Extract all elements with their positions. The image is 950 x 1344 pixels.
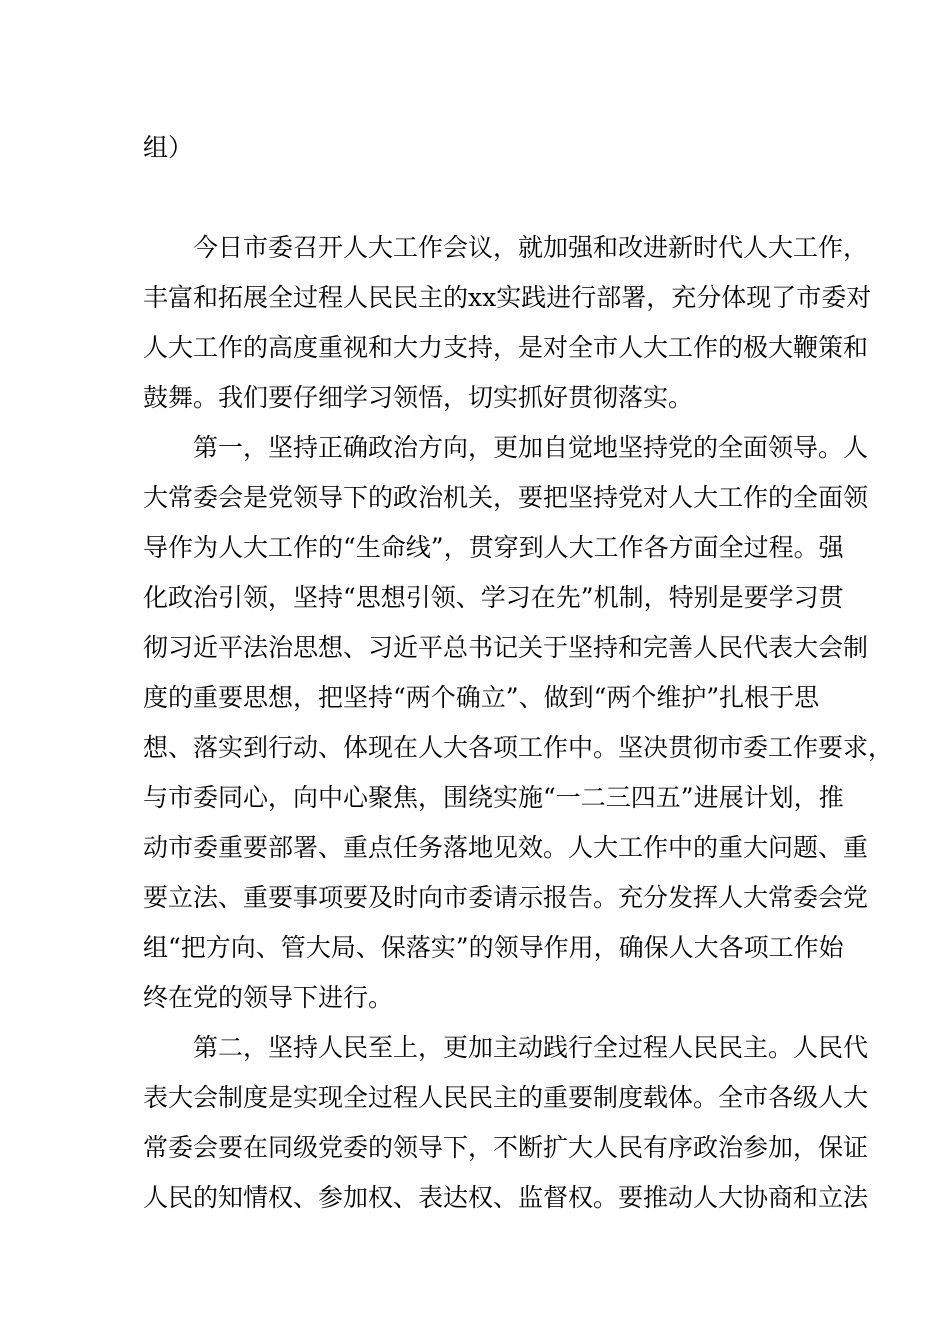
paragraph-2-line: 动市委重要部署、重点任务落地见效。人大工作中的重大问题、重 (143, 833, 869, 862)
paragraph-2-line: 导作为人大工作的“生命线”，贯穿到人大工作各方面全过程。强 (143, 533, 844, 562)
paragraph-1-line: 今日市委召开人大工作会议，就加强和改进新时代人大工作， (193, 233, 869, 262)
paragraph-2-line: 彻习近平法治思想、习近平总书记关于坚持和完善人民代表大会制 (143, 633, 869, 662)
paragraph-2-line: 要立法、重要事项要及时向市委请示报告。充分发挥人大常委会党 (143, 883, 869, 912)
paragraph-3-line: 常委会要在同级党委的领导下，不断扩大人民有序政治参加，保证 (143, 1133, 869, 1162)
paragraph-1-line: 丰富和拓展全过程人民民主的xx实践进行部署，充分体现了市委对 (143, 283, 872, 312)
paragraph-2-line: 大常委会是党领导下的政治机关，要把坚持党对人大工作的全面领 (143, 483, 869, 512)
paragraph-1-line: 鼓舞。我们要仔细学习领悟，切实抓好贯彻落实。 (143, 383, 694, 412)
paragraph-2-line: 想、落实到行动、体现在人大各项工作中。坚决贯彻市委工作要求， (143, 733, 894, 762)
paragraph-2-line: 与市委同心，向中心聚焦，围绕实施“一二三四五”进展计划，推 (143, 783, 844, 812)
paragraph-2-line: 度的重要思想，把坚持“两个确立”、做到“两个维护”扎根于思 (143, 683, 820, 712)
paragraph-1-line: 人大工作的高度重视和大力支持，是对全市人大工作的极大鞭策和 (143, 333, 869, 362)
paragraph-3-line: 人民的知情权、参加权、表达权、监督权。要推动人大协商和立法 (143, 1183, 869, 1212)
paragraph-2-line: 组“把方向、管大局、保落实”的领导作用，确保人大各项工作始 (143, 933, 844, 962)
text-line: 组） (143, 133, 194, 162)
paragraph-3-line: 表大会制度是实现全过程人民民主的重要制度载体。全市各级人大 (143, 1083, 869, 1112)
paragraph-2-line: 终在党的领导下进行。 (143, 983, 394, 1012)
paragraph-2-line: 化政治引领，坚持“思想引领、学习在先”机制，特别是要学习贯 (143, 583, 844, 612)
paragraph-2-line: 第一，坚持正确政治方向，更加自觉地坚持党的全面领导。人 (193, 433, 869, 462)
paragraph-3-line: 第二，坚持人民至上，更加主动践行全过程人民民主。人民代 (193, 1033, 869, 1062)
